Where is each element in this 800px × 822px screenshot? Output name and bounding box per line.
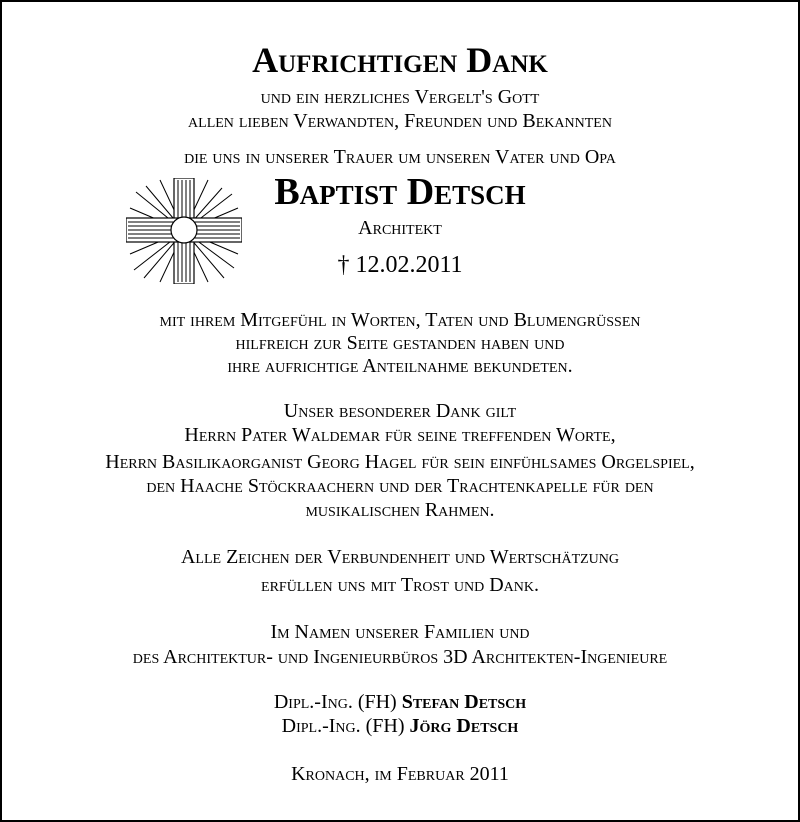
paragraph-line: erfüllen uns mit Trost und Dank. <box>261 574 539 596</box>
paragraph-line: ihre aufrichtige Anteilnahme bekundeten. <box>227 355 573 377</box>
paragraph-line: Alle Zeichen der Verbundenheit und Wertschätzung <box>180 546 620 568</box>
paragraph-line: mit ihrem Mitgefühl in Worten, Taten und Blumengrüssen <box>159 309 641 331</box>
paragraph-line: musikalischen Rahmen. <box>305 499 495 521</box>
paragraph-line: Herrn Basilikaorganist Georg Hagel für sein einfühlsames Orgelspiel, <box>105 451 695 473</box>
death-date: † 12.02.2011 <box>337 252 463 278</box>
signature-line <box>0 716 800 736</box>
signature-title: Dipl.-Ing. (FH) <box>281 715 410 737</box>
paragraph-line: Im Namen unserer Familien und <box>270 621 530 643</box>
signature-name: Jörg Detsch <box>409 715 519 737</box>
signature-line <box>0 692 800 712</box>
intro-line: und ein herzliches Vergelt's Gott <box>260 86 540 108</box>
signature-title: Dipl.-Ing. (FH) <box>273 691 402 713</box>
intro-line: die uns in unserer Trauer um unseren Vater und Opa <box>184 146 616 168</box>
signature-name: Stefan Detsch <box>401 691 527 713</box>
paragraph-line: des Architektur- und Ingenieurbüros 3D Architekten-Ingenieure <box>132 646 668 668</box>
place-date: Kronach, im Februar 2011 <box>291 763 509 785</box>
paragraph-line: Herrn Pater Waldemar für seine treffenden Worte, <box>184 424 616 446</box>
notice-title: Aufrichtigen Dank <box>252 40 548 80</box>
intro-line: allen lieben Verwandten, Freunden und Bekannten <box>188 110 612 132</box>
deceased-profession: Architekt <box>358 217 442 239</box>
paragraph-line: Unser besonderer Dank gilt <box>283 400 517 422</box>
deceased-name: Baptist Detsch <box>274 171 526 213</box>
paragraph-line: hilfreich zur Seite gestanden haben und <box>235 332 565 354</box>
paragraph-line: den Haache Stöckraachern und der Trachtenkapelle für den <box>146 475 654 497</box>
